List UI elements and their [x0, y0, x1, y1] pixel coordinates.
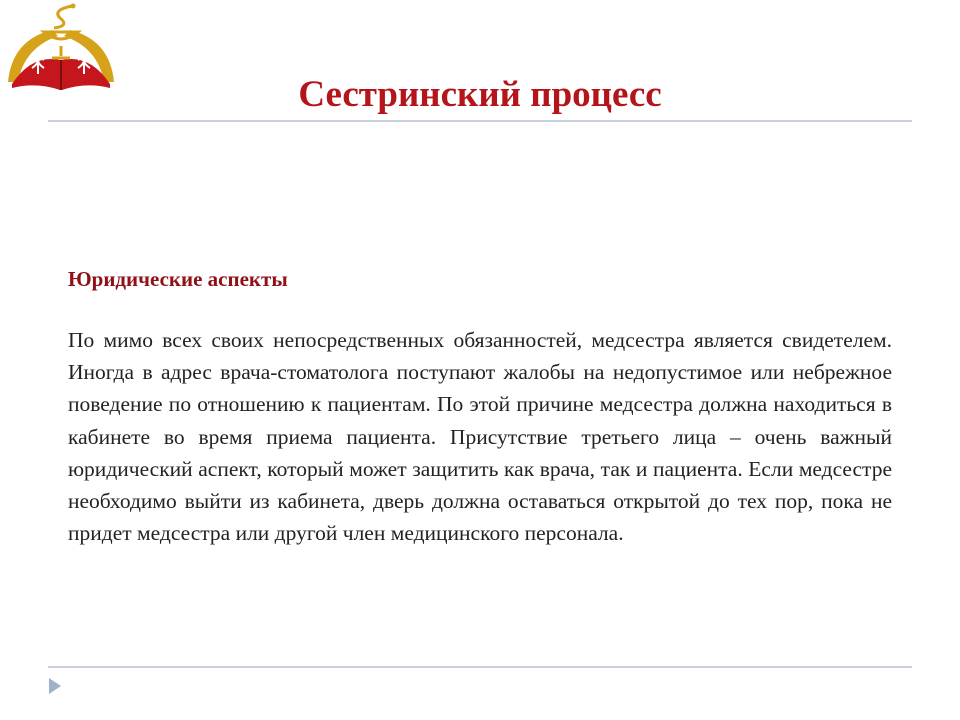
slide-title: Сестринский процесс [298, 74, 662, 115]
triangle-right-icon[interactable] [47, 676, 63, 696]
title-divider [48, 120, 912, 122]
footer-divider [48, 666, 912, 668]
section-heading: Юридические аспекты [68, 267, 288, 291]
body-paragraph: По мимо всех своих непосредственных обязанностей, медсестра является свидетелем. Иногда в адрес врача-стоматолога поступают жалобы на недопустимое или небрежное поведение по отношению к пациентам. По этой причине медсестра должна находиться в кабинете во время приема пациента. Присутствие третьего лица – очень важный юридический аспект, который может защитить как врача, так и пациента. Если медсестре необходимо выйти из кабинета, дверь должна оставаться открытой до тех пор, пока не придет медсестра или другой член медицинского персонала. [68, 328, 892, 546]
